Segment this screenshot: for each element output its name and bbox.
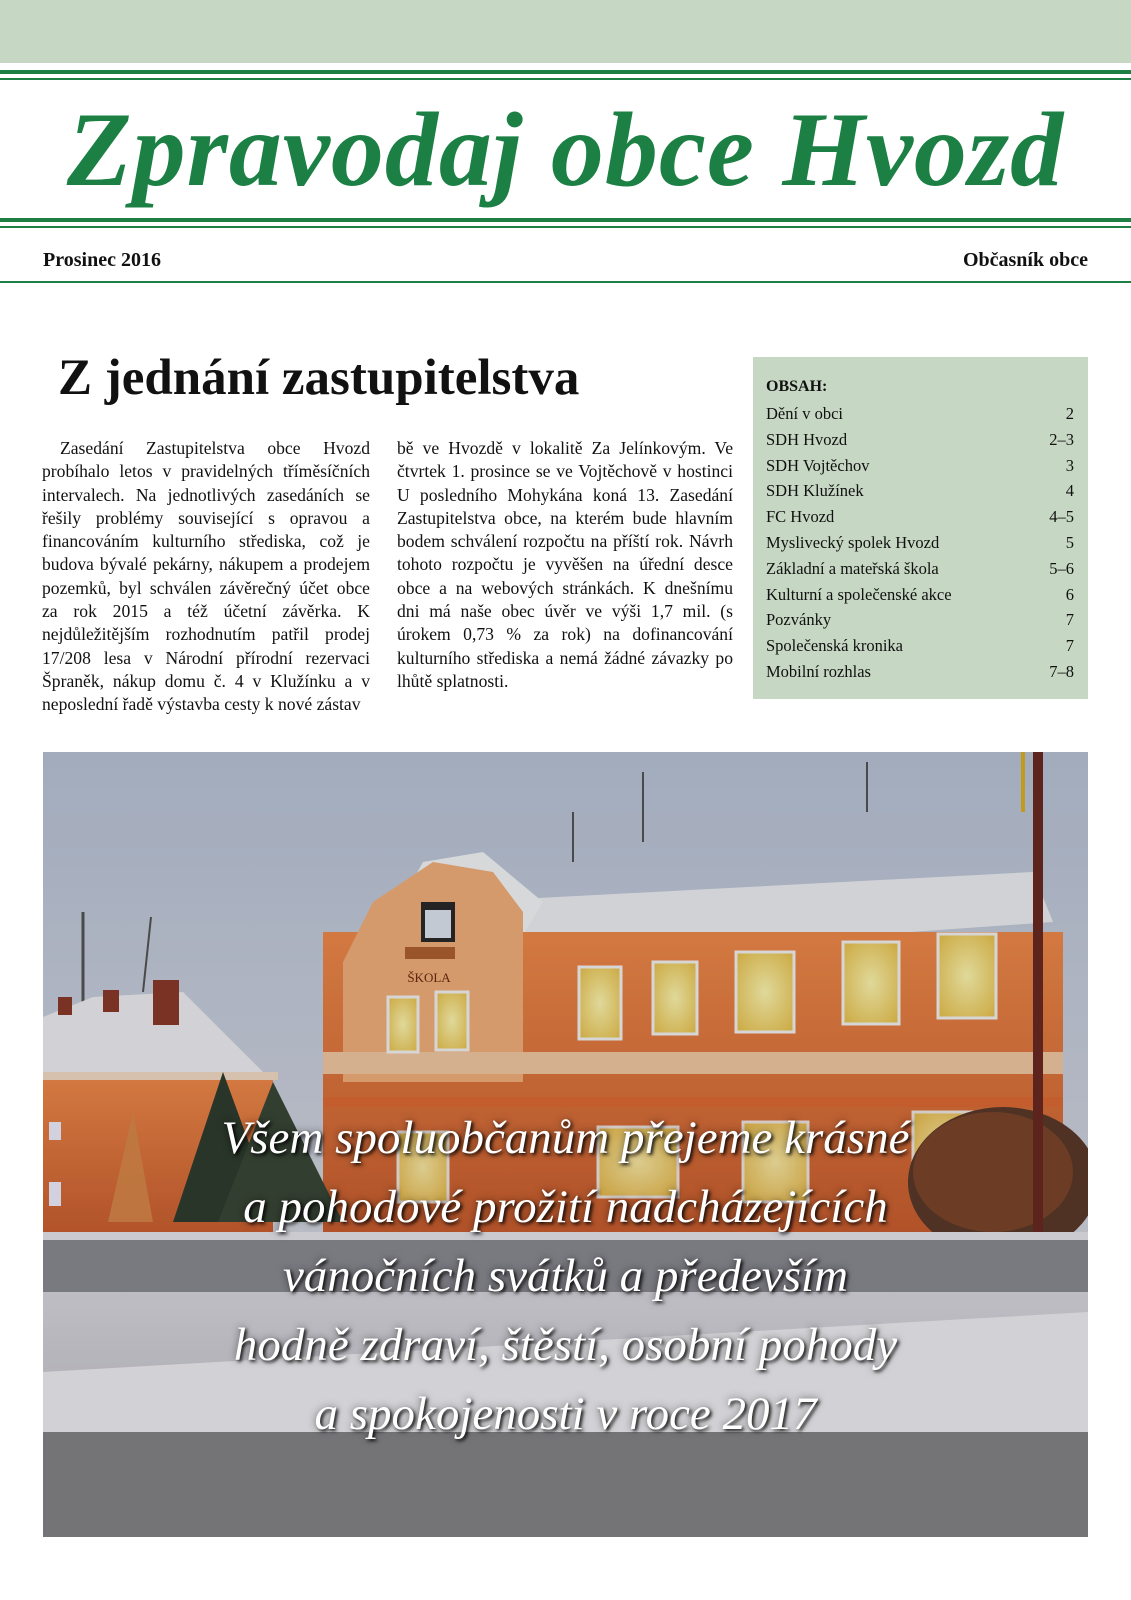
toc-item-page: 2–3: [1049, 429, 1074, 449]
toc-item-page: 5: [1065, 532, 1074, 552]
school-photo: [43, 752, 1088, 1537]
school-sign: ŠKOLA: [407, 970, 451, 985]
masthead-rule-bottom-1: [0, 218, 1131, 222]
top-color-band: [0, 0, 1131, 63]
toc-list: [766, 401, 1074, 685]
greeting-line: a spokojenosti v roce 2017: [314, 1388, 817, 1440]
toc-item: [766, 478, 1074, 504]
article-column-2: bě ve Hvozdě v lokalitě Za Jelínkovým. Ve čtvrtek 1. prosince se ve Vojtěchově v hostinci U posledního Mohykána koná 13. Zasedání Zastupitelstva obce, na kterém bude hlavním bodem schválení rozpočtu na příští rok. Návrh tohoto rozpočtu je vyvěšen na úřední desce obce a na webových stránkách. K dnešnímu dni má naše obec úvěr ve výši 1,7 mil. (s úrokem 0,73 % za rok) na dofinancování kulturního střediska a nemá žádné závazky po lhůtě splatnosti.: [397, 438, 733, 691]
toc-item-page: 7–8: [1049, 661, 1074, 681]
greeting-text: [43, 1104, 1088, 1449]
publication-type: Občasník obce: [962, 249, 1088, 271]
greeting-line: a pohodové prožití nadcházejících: [243, 1181, 888, 1233]
toc-item: [766, 504, 1074, 530]
toc-item-page: 4: [1065, 481, 1074, 501]
toc-item: [766, 633, 1074, 659]
toc-item-label: Pozvánky: [766, 610, 832, 630]
toc-item-page: 7: [1065, 610, 1074, 630]
meta-rule: [0, 281, 1131, 283]
toc-item-page: 4–5: [1049, 507, 1074, 527]
toc-heading: OBSAH:: [766, 378, 828, 395]
toc-item: [766, 401, 1074, 427]
toc-item-label: Kulturní a společenské akce: [766, 584, 952, 604]
table-of-contents: [753, 357, 1088, 699]
toc-item-page: 7: [1065, 636, 1074, 656]
toc-item: [766, 427, 1074, 453]
toc-item-label: Myslivecký spolek Hvozd: [766, 532, 940, 552]
toc-item-label: SDH Klužínek: [766, 481, 864, 501]
masthead-rule-top-1: [0, 70, 1131, 74]
toc-item-page: 5–6: [1049, 558, 1074, 578]
greeting-line: vánočních svátků a především: [282, 1250, 849, 1302]
greeting-line: Všem spoluobčanům přejeme krásné: [221, 1112, 910, 1164]
toc-item: [766, 453, 1074, 479]
greeting-line: hodně zdraví, štěstí, osobní pohody: [233, 1319, 898, 1371]
toc-item: [766, 530, 1074, 556]
issue-date: Prosinec 2016: [43, 249, 161, 271]
toc-item-label: Mobilní rozhlas: [766, 661, 871, 681]
toc-item: [766, 582, 1074, 608]
masthead-rule-bottom-2: [0, 226, 1131, 228]
toc-item-page: 2: [1065, 404, 1074, 423]
toc-item: [766, 556, 1074, 582]
toc-item-label: SDH Vojtěchov: [766, 455, 870, 475]
toc-item: [766, 607, 1074, 633]
toc-item: [766, 659, 1074, 685]
toc-item-label: FC Hvozd: [766, 507, 835, 527]
toc-item-label: Dění v obci: [766, 404, 843, 423]
toc-item-page: 3: [1065, 455, 1074, 475]
toc-item-label: SDH Hvozd: [766, 429, 848, 449]
toc-item-label: Společenská kronika: [766, 636, 904, 656]
toc-item-label: Základní a mateřská škola: [766, 558, 939, 578]
masthead-rule-top-2: [0, 78, 1131, 80]
article-column-1: Zasedání Zastupitelstva obce Hvozd probíhalo letos v pravidelných tříměsíčních intervalech. Na jednotlivých zasedáních se řešily problémy související s opravou a financováním kulturního střediska, což je budova bývalé pekárny, nákupem a prodejem pozemků, byl schválen závěrečný účet obce za rok 2015 a též účetní závěrka. K nejdůležitějším rozhodnutím patřil prodej 17/208 lesa v Národní přírodní rezervaci Špraněk, nákup domu č. 4 v Klužínku a v neposlední řadě výstavba cesty k nové zástav: [42, 438, 370, 715]
toc-item-page: 6: [1065, 584, 1074, 604]
masthead-title: Zpravodaj obce Hvozd: [66, 91, 1065, 208]
article-title: Z jednání zastupitelstva: [58, 350, 580, 406]
